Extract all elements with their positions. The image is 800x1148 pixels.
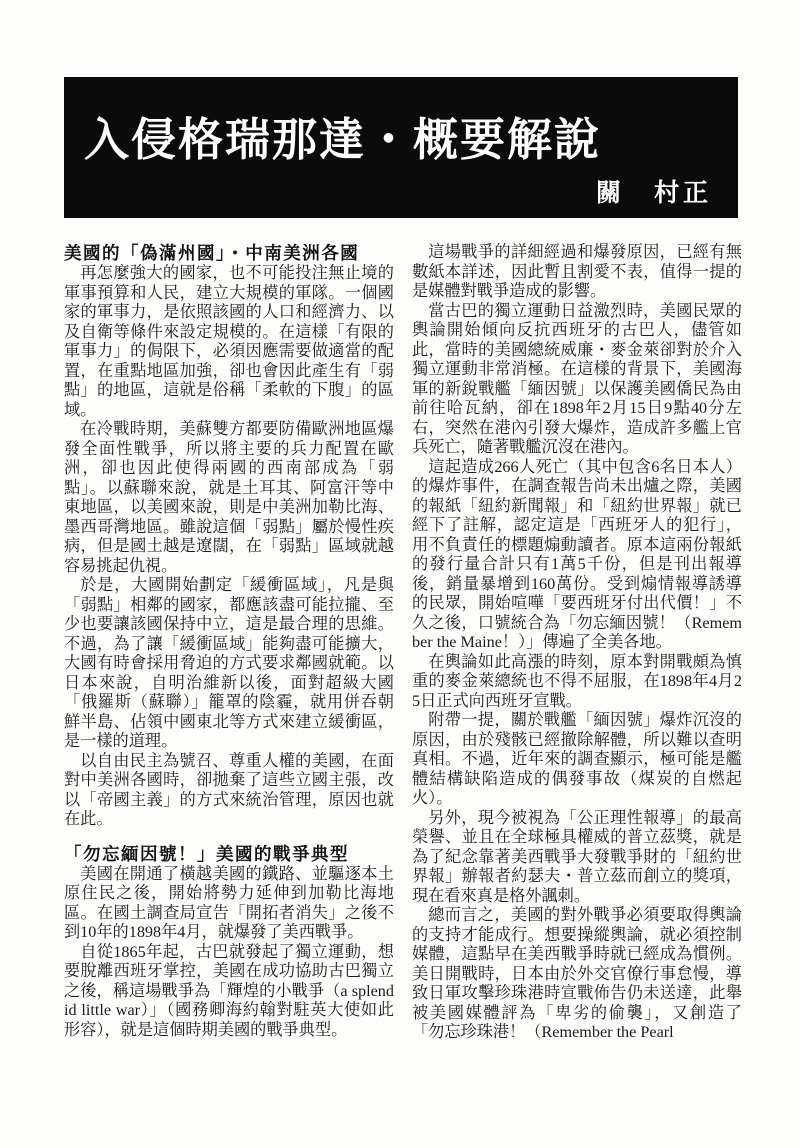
article-body: [64, 243, 742, 1043]
paragraph: 在輿論如此高漲的時刻，原本對開戰頗為慎重的麥金萊總統也不得不屈服，在1898年4月25日正式向西班牙宣戰。: [412, 652, 742, 710]
paragraph: 總而言之，美國的對外戰爭必須要取得輿論的支持才能成行。想要操縱輿論，就必須控制媒體，這點早在美西戰爭時就已經成為慣例。美日開戰時，日本由於外交官僚行事怠慢，導致日軍攻擊珍珠港時宣戰佈告仍未送達，此舉被美國媒體評為「卑劣的偷襲」，又創造了「勿忘珍珠港！（Remember the Pearl: [412, 906, 742, 1041]
article-title: 入侵格瑞那達・概要解說: [84, 114, 602, 165]
section-heading-false-manchukuo: 美國的「偽滿州國」・中南美洲各國: [64, 243, 360, 263]
left-column: [64, 243, 394, 1043]
paragraph: 美國在開通了橫越美國的鐵路、並驅逐本土原住民之後，開始將勢力延伸到加勒比海地區。在國土調查局宣告「開拓者消失」之後不到10年的1898年4月，就爆發了美西戰爭。: [64, 864, 394, 941]
paragraph: 以自由民主為號召、尊重人權的美國，在面對中美洲各國時，卻拋棄了這些立國主張，改以「帝國主義」的方式來統治管理，原因也就在此。: [64, 751, 394, 828]
article-author: 關 村正: [595, 179, 712, 207]
paragraph: 再怎麼強大的國家，也不可能投注無止境的軍事預算和人民，建立大規模的軍隊。一個國家的軍事力，是依照該國的人口和經濟力、以及自衛等條件來設定規模的。在這樣「有限的軍事力」的侷限下，必須因應需要做適當的配置，在重點地區加強，卻也會因此產生有「弱點」的地區，這就是俗稱「柔軟的下腹」的區域。: [64, 264, 394, 419]
paragraph: 當古巴的獨立運動日益激烈時，美國民眾的輿論開始傾向反抗西班牙的古巴人，儘管如此，當時的美國總統威廉・麥金萊卻對於介入獨立運動非常消極。在這樣的背景下，美國海軍的新銳戰艦「緬因號」以保護美國僑民為由前往哈瓦納，卻在1898年2月15日9點40分左右，突然在港內引發大爆炸，造成許多艦上官兵死亡，隨著戰艦沉沒在港內。: [412, 301, 742, 456]
paragraph: 於是，大國開始劃定「緩衝區域」，凡是與「弱點」相鄰的國家，都應該盡可能拉攏、至少也要讓該國保持中立，這是最合理的思維。不過，為了讓「緩衝區域」能夠盡可能擴大，大國有時會採用脅迫的方式要求鄰國就範。以日本來說，自明治維新以後，面對超級大國「俄羅斯（蘇聯）」籠罩的陰霾，就用併吞朝鮮半島、佔領中國東北等方式來建立緩衝區，是一樣的道理。: [64, 576, 394, 750]
paragraph: 自從1865年起，古巴就發起了獨立運動，想要脫離西班牙掌控，美國在成功協助古巴獨立之後，稱這場戰爭為「輝煌的小戰爭（a splendid little war）」（國務卿海約翰對駐英大使如此形容），就是這個時期美國的戰爭典型。: [64, 942, 394, 1039]
right-column: [412, 243, 742, 1043]
paragraph: 在冷戰時期，美蘇雙方都要防備歐洲地區爆發全面性戰爭，所以將主要的兵力配置在歐洲，卻也因此使得兩國的西南部成為「弱點」。以蘇聯來說，就是土耳其、阿富汗等中東地區，以美國來說，則是中美洲加勒比海、墨西哥灣地區。雖說這個「弱點」屬於慢性疾病，但是國土越是遼闊，在「弱點」區域就越容易挑起仇視。: [64, 420, 394, 575]
section-heading-remember-the-maine: 「勿忘緬因號！」美國的戰爭典型: [64, 843, 349, 864]
paragraph: 這場戰爭的詳細經過和爆發原因，已經有無數紙本詳述，因此暫且割愛不表，值得一提的是媒體對戰爭造成的影響。: [412, 243, 742, 300]
paragraph: 附帶一提，關於戰艦「緬因號」爆炸沉沒的原因，由於殘骸已經撤除解體，所以難以查明真相。不過，近年來的調查顯示，極可能是艦體結構缺陷造成的偶發事故（煤炭的自燃起火）。: [412, 711, 742, 807]
title-banner: [64, 77, 738, 218]
paragraph: 這起造成266人死亡（其中包含6名日本人）的爆炸事件，在調查報告尚未出爐之際，美國的報紙「紐約新聞報」和「紐約世界報」就已經下了註解，認定這是「西班牙人的犯行」，用不負責任的標題煽動讀者。原本這兩份報紙的發行量合計只有1萬5千份，但是刊出報導後，銷量暴增到160萬份。受到煽情報導誘導的民眾，開始喧嘩「要西班牙付出代價！」不久之後，口號統合為「勿忘緬因號！（Remember the Maine！）」傳遍了全美各地。: [412, 457, 742, 651]
paragraph: 另外，現今被視為「公正理性報導」的最高榮譽、並且在全球極具權威的普立茲獎，就是為了紀念靠著美西戰爭大發戰爭財的「紐約世界報」辦報者約瑟夫・普立茲而創立的獎項，現在看來真是格外諷刺。: [412, 808, 742, 905]
